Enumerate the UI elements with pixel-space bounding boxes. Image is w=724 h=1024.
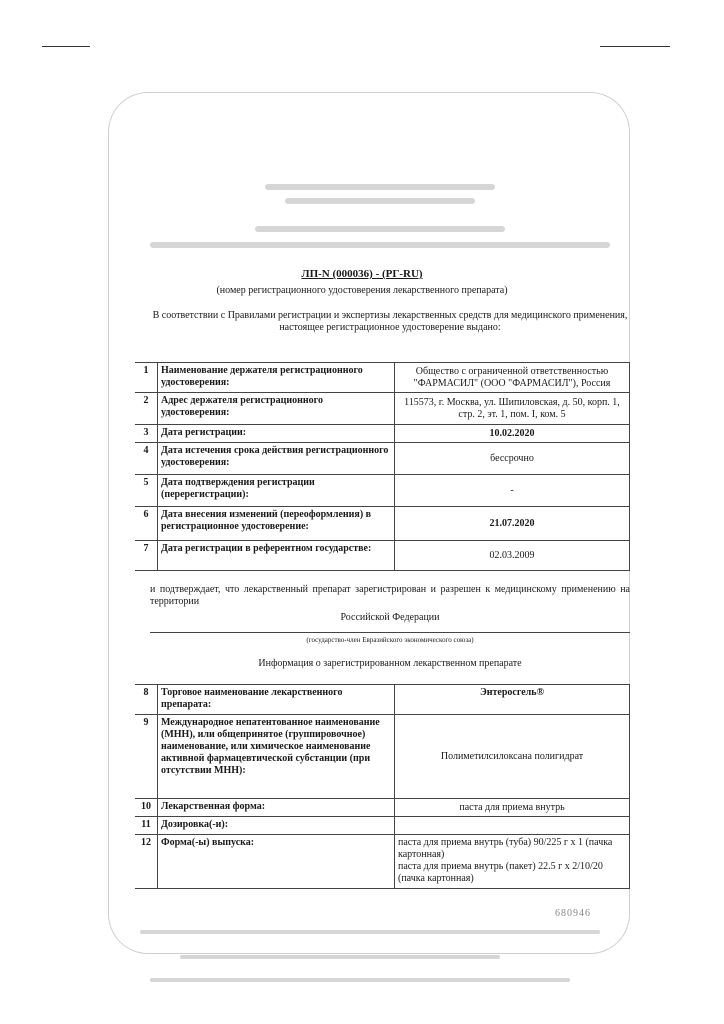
row-value: бессрочно: [395, 443, 630, 475]
row-value: Общество с ограниченной ответственностью "ФАРМАСИЛ" (ООО "ФАРМАСИЛ"), Россия: [395, 363, 630, 393]
row-number: 8: [135, 685, 158, 715]
registration-number-caption: (номер регистрационного удостоверения лекарственного препарата): [216, 285, 508, 296]
row-number: 12: [135, 835, 158, 889]
row-value: 10.02.2020: [395, 425, 630, 443]
row-value: [395, 835, 630, 889]
table-row: [135, 443, 630, 475]
faded-footer-line: [140, 930, 600, 934]
country-caption: (государство-член Евразийского экономического союза): [306, 636, 474, 644]
faded-header-line: [255, 226, 505, 232]
table-row: [135, 507, 630, 541]
product-info-caption: Информация о зарегистрированном лекарственном препарате: [258, 658, 522, 669]
product-table: [135, 684, 630, 889]
scan-top-line-left: [42, 46, 90, 47]
row-number: 11: [135, 817, 158, 835]
table-row: [135, 541, 630, 571]
row-value: паста для приема внутрь: [395, 799, 630, 817]
row-number: 1: [135, 363, 158, 393]
row-label: Адрес держателя регистрационного удостоверения:: [158, 393, 395, 425]
table-row: [135, 817, 630, 835]
table-row: [135, 425, 630, 443]
row-label: Дозировка(-и):: [158, 817, 395, 835]
row-label: Форма(-ы) выпуска:: [158, 835, 395, 889]
row-value: [395, 817, 630, 835]
row-value: Энтеросгель®: [395, 685, 630, 715]
row-number: 10: [135, 799, 158, 817]
row-label: Дата внесения изменений (переоформления) в регистрационное удостоверение:: [158, 507, 395, 541]
intro-text: В соответствии с Правилами регистрации и экспертизы лекарственных средств для медицинского применения, настоящее регистрационное удостоверение выдано:: [152, 310, 628, 333]
row-number: 2: [135, 393, 158, 425]
faded-footer-line: [180, 955, 500, 959]
registration-number: ЛП-N (000036) - (РГ-RU): [301, 268, 423, 280]
faded-header-line: [150, 242, 610, 248]
faded-header-line: [265, 184, 495, 190]
release-form-line: паста для приема внутрь (пакет) 22.5 г х 2/10/20 (пачка картонная): [398, 861, 603, 884]
country-name: Российской Федерации: [340, 612, 440, 623]
table-row: [135, 835, 630, 889]
row-number: 9: [135, 715, 158, 799]
row-number: 7: [135, 541, 158, 571]
row-label: Лекарственная форма:: [158, 799, 395, 817]
faded-footer-line: [150, 978, 570, 982]
row-value: 02.03.2009: [395, 541, 630, 571]
row-value: -: [395, 475, 630, 507]
country-underline: [150, 632, 630, 633]
row-value: 115573, г. Москва, ул. Шипиловская, д. 50, корп. 1, стр. 2, эт. 1, пом. I, ком. 5: [395, 393, 630, 425]
table-row: [135, 685, 630, 715]
table-row: [135, 475, 630, 507]
row-number: 6: [135, 507, 158, 541]
table-row: [135, 393, 630, 425]
table-row: [135, 799, 630, 817]
row-label: Международное непатентованное наименование (МНН), или общепринятое (группировочное) наименование, или химическое наименование активной фармацевтической субстанции (при отсутствии МНН):: [158, 715, 395, 799]
table-row: [135, 715, 630, 799]
row-number: 3: [135, 425, 158, 443]
row-label: Дата подтверждения регистрации (перерегистрации):: [158, 475, 395, 507]
release-form-line: паста для приема внутрь (туба) 90/225 г х 1 (пачка картонная): [398, 837, 613, 860]
row-label: Наименование держателя регистрационного удостоверения:: [158, 363, 395, 393]
registration-table: [135, 362, 630, 571]
row-label: Торговое наименование лекарственного препарата:: [158, 685, 395, 715]
table-row: [135, 363, 630, 393]
row-label: Дата регистрации:: [158, 425, 395, 443]
row-value: 21.07.2020: [395, 507, 630, 541]
confirmation-text: и подтверждает, что лекарственный препарат зарегистрирован и разрешен к медицинскому применению на территории: [150, 584, 630, 607]
row-number: 4: [135, 443, 158, 475]
row-number: 5: [135, 475, 158, 507]
faded-header-line: [285, 198, 475, 204]
row-label: Дата истечения срока действия регистрационного удостоверения:: [158, 443, 395, 475]
row-label: Дата регистрации в референтном государстве:: [158, 541, 395, 571]
scan-top-line-right: [600, 46, 670, 47]
serial-stamp-number: 680946: [555, 908, 591, 919]
row-value: Полиметилсилоксана полигидрат: [395, 715, 630, 799]
